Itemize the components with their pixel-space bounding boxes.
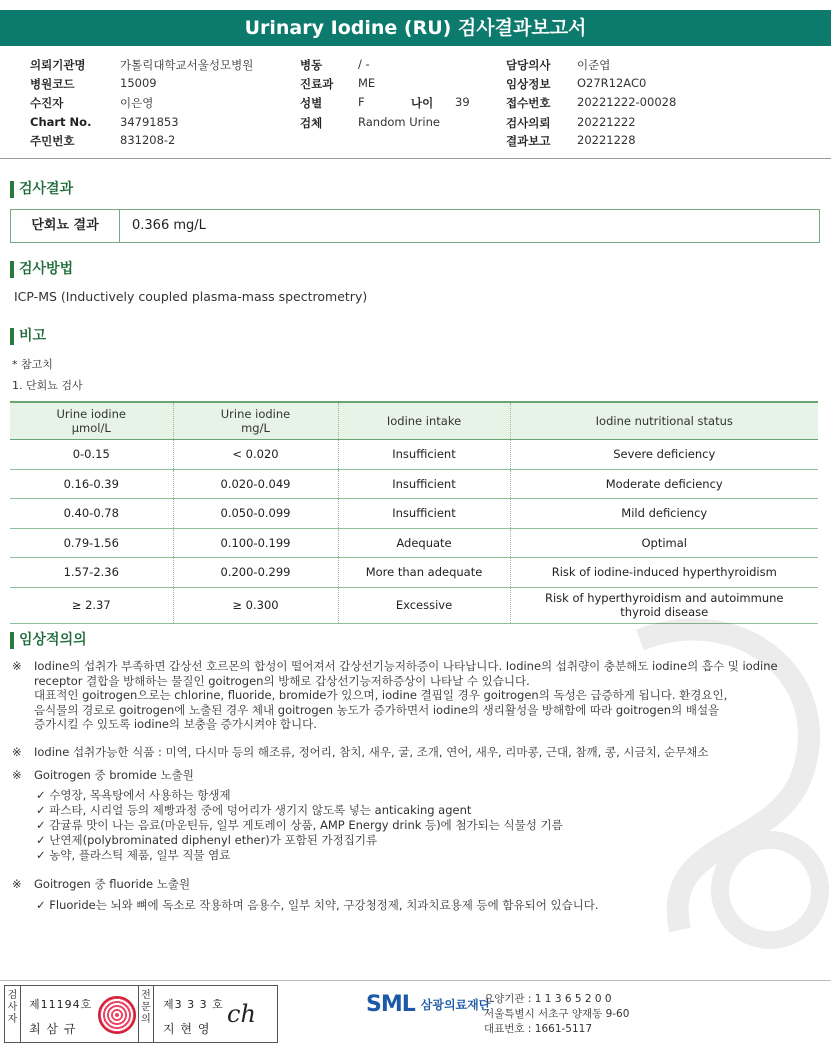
list-item: ✓ 난연제(polybrominated diphenyl ether)가 포함된 가정집기류 (36, 833, 378, 847)
table-cell: Moderate deficiency (510, 469, 818, 499)
info-field-value: 831208-2 (120, 133, 176, 147)
table-cell: Insufficient (338, 469, 510, 499)
reference-table (10, 401, 818, 624)
table-cell: ≥ 2.37 (10, 587, 173, 623)
table-cell: Excessive (338, 587, 510, 623)
result-label: 단회뇨 결과 (11, 210, 120, 242)
sml-logo (366, 992, 490, 1017)
paragraph-line: receptor 결합을 방해하는 물질인 goitrogen의 방해로 갑상선기능저하증상이 나타날 수 있습니다. (34, 673, 530, 688)
table-cell: 0.100-0.199 (173, 528, 338, 558)
examiner-seal (98, 996, 136, 1034)
fluoride-title: Goitrogen 중 fluoride 노출원 (34, 877, 191, 891)
info-field-label: 수진자 (30, 96, 64, 110)
report-footer (0, 980, 831, 1047)
institution-code: 요양기관 : 1 1 3 6 5 2 0 0 (484, 993, 612, 1005)
info-field-value: 20221222 (577, 115, 636, 129)
info-field-value: 20221222-00028 (577, 95, 677, 109)
table-cell: 0.200-0.299 (173, 558, 338, 588)
specialist-signature: ch (227, 1000, 256, 1028)
table-cell: Adequate (338, 528, 510, 558)
table-row (10, 440, 818, 470)
paragraph-line: 증가시킬 수 있도록 iodine의 보충을 증가시켜야 합니다. (34, 717, 317, 731)
paragraph-line: Iodine의 섭취가 부족하면 갑상선 호르몬의 합성이 떨어져서 갑상선기능저하증이 나타납니다. Iodine의 섭취량이 충분해도 iodine의 흡수 및 iodine (34, 659, 778, 673)
info-field-value: / - (358, 57, 370, 71)
result-value: 0.366 mg/L (132, 218, 206, 233)
table-body (10, 440, 818, 624)
specialist-license: 제3 3 3 호 (163, 998, 224, 1011)
examiner-name: 최 삼 규 (29, 1022, 77, 1036)
table-row (10, 558, 818, 588)
table-row (10, 528, 818, 558)
note-mark: ※ (12, 659, 22, 673)
institution-phone: 대표번호 : 1661-5117 (484, 1023, 593, 1035)
table-cell: 1.57-2.36 (10, 558, 173, 588)
info-field-value: ME (358, 76, 376, 90)
info-field-age-label: 나이 (411, 96, 434, 110)
table-cell: Risk of hyperthyroidism and autoimmune thyroid disease (510, 587, 818, 623)
info-field-label: 성별 (300, 96, 323, 110)
list-item: ✓ 수영장, 목욕탕에서 사용하는 항생제 (36, 788, 231, 802)
result-box (10, 209, 820, 243)
list-item: ✓ 감귤류 맛이 나는 음료(마운틴듀, 일부 게토레이 상품, AMP Energy drink 등)에 첨가되는 식물성 기름 (36, 818, 563, 832)
section-clinical-heading: 임상적의의 (10, 632, 87, 649)
info-field-label: 병원코드 (30, 77, 75, 91)
table-row (10, 499, 818, 529)
list-item: ✓ 농약, 플라스틱 제품, 일부 직물 염료 (36, 848, 231, 862)
table-cell: 0.16-0.39 (10, 469, 173, 499)
table-header-cell: Urine iodine mg/L (173, 402, 338, 440)
reference-item: 1. 단회뇨 검사 (12, 379, 83, 392)
table-cell: Optimal (510, 528, 818, 558)
info-field-value: 가톨릭대학교서울성모병원 (120, 58, 254, 72)
watermark-logo (600, 600, 831, 980)
specialist-label: 전 문 의 (138, 986, 154, 1042)
info-field-value: 이준엽 (577, 58, 611, 72)
note-mark: ※ (12, 745, 22, 759)
info-field-label: 진료과 (300, 77, 334, 91)
table-cell: Risk of iodine-induced hyperthyroidism (510, 558, 818, 588)
table-cell: 0.050-0.099 (173, 499, 338, 529)
table-cell: 0.79-1.56 (10, 528, 173, 558)
list-item: ✓ 파스타, 시리얼 등의 제빵과정 중에 덩어리가 생기지 않도록 넣는 anticaking agent (36, 803, 472, 817)
note-mark: ※ (12, 768, 22, 782)
section-remarks-heading: 비고 (10, 328, 46, 345)
info-field-age-value: 39 (455, 95, 470, 109)
table-cell: 0-0.15 (10, 440, 173, 470)
info-field-label: 임상정보 (506, 77, 551, 91)
info-field-label: 결과보고 (506, 134, 551, 148)
table-cell: 0.020-0.049 (173, 469, 338, 499)
info-field-value: 15009 (120, 76, 157, 90)
table-cell: ≥ 0.300 (173, 587, 338, 623)
sml-mark: SML (366, 992, 415, 1017)
info-field-value: 34791853 (120, 115, 179, 129)
list-item: ✓ Fluoride는 뇌와 뼈에 독소로 작용하며 음용수, 일부 치약, 구강청정제, 치과치료용제 등에 함유되어 있습니다. (36, 898, 599, 912)
info-field-value: F (358, 95, 365, 109)
table-cell: 0.40-0.78 (10, 499, 173, 529)
info-field-value: Random Urine (358, 115, 440, 129)
info-field-label: 주민번호 (30, 134, 75, 148)
info-field-label: Chart No. (30, 115, 92, 129)
paragraph-line: 음식물의 경로로 goitrogen에 노출된 경우 체내 goitrogen 농도가 증가하면서 iodine의 생리활성을 방해함에 따라 goitrogen의 배설을 (34, 702, 720, 717)
note-mark: ※ (12, 877, 22, 891)
table-header-row (10, 402, 818, 440)
specialist-name: 지 현 영 (163, 1022, 211, 1036)
table-row (10, 469, 818, 499)
reference-note: * 참고치 (12, 358, 53, 371)
table-header-cell: Urine iodine μmol/L (10, 402, 173, 440)
info-field-label: 병동 (300, 58, 323, 72)
table-cell: < 0.020 (173, 440, 338, 470)
paragraph-line: 대표적인 goitrogen으로는 chlorine, fluoride, bromide가 있으며, iodine 결핍일 경우 goitrogen의 독성은 급증하게 됩니다. 환경요인, (34, 688, 728, 702)
table-header-cell: Iodine intake (338, 402, 510, 440)
iodine-foods: Iodine 섭취가능한 식품 : 미역, 다시마 등의 해조류, 정어리, 참치, 새우, 굴, 조개, 연어, 새우, 리마콩, 근대, 참깨, 콩, 시금치, 순무채소 (34, 745, 709, 759)
signature-box (4, 985, 278, 1043)
info-field-label: 검체 (300, 116, 323, 130)
report-title: Urinary Iodine (RU) 검사결과보고서 (0, 10, 831, 46)
table-cell: More than adequate (338, 558, 510, 588)
examiner-label: 검 사 자 (5, 986, 21, 1042)
table-cell: Insufficient (338, 440, 510, 470)
table-cell: Mild deficiency (510, 499, 818, 529)
section-result-heading: 검사결과 (10, 181, 73, 198)
method-text: ICP-MS (Inductively coupled plasma-mass spectrometry) (14, 289, 368, 304)
info-field-label: 검사의뢰 (506, 116, 551, 130)
info-field-label: 담당의사 (506, 58, 551, 72)
info-field-value: 20221228 (577, 133, 636, 147)
bromide-title: Goitrogen 중 bromide 노출원 (34, 768, 194, 782)
section-method-heading: 검사방법 (10, 261, 73, 278)
table-header-cell: Iodine nutritional status (510, 402, 818, 440)
institution-address: 서울특별시 서초구 양재동 9-60 (484, 1008, 630, 1020)
info-field-label: 접수번호 (506, 96, 551, 110)
info-field-label: 의뢰기관명 (30, 58, 86, 72)
table-cell: Severe deficiency (510, 440, 818, 470)
info-field-value: O27R12AC0 (577, 76, 647, 90)
header-divider (0, 158, 831, 159)
footer-divider (0, 980, 831, 981)
info-field-value: 이은영 (120, 96, 154, 110)
examiner-license: 제11194호 (29, 998, 93, 1011)
table-cell: Insufficient (338, 499, 510, 529)
sml-org-name: 삼광의료재단 (420, 998, 491, 1012)
